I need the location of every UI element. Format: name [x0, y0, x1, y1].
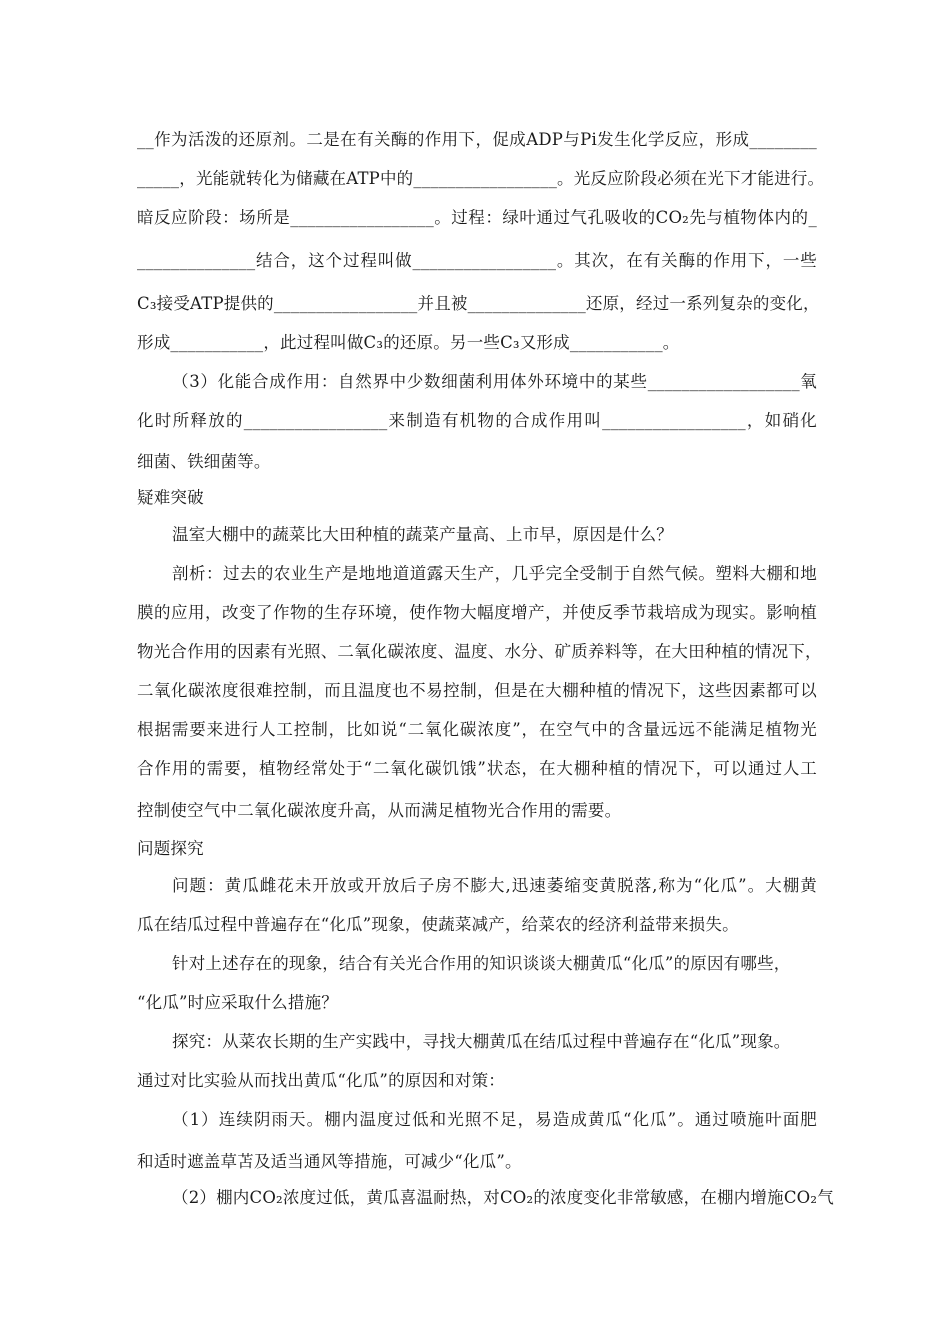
text-line-13: 膜的应用，改变了作物的生存环境，使作物大幅度增产，并使反季节栽培成为现实。影响植	[137, 603, 817, 622]
text-line-18: 控制使空气中二氧化碳浓度升高，从而满足植物光合作用的需要。	[137, 801, 622, 820]
section-heading-difficulty: 疑难突破	[137, 488, 204, 507]
section-heading-inquiry: 问题探究	[137, 839, 204, 858]
text-line-25: 通过对比实验从而找出黄瓜“化瓜”的原因和对策：	[137, 1071, 505, 1090]
text-line-23: “化瓜”时应采取什么措施？	[137, 993, 338, 1012]
text-line-6: 形成___________，此过程叫做C₃的还原。另一些C₃又形成___________。	[137, 333, 680, 352]
text-line-28: （2）棚内CO₂浓度过低，黄瓜喜温耐热，对CO₂的浓度变化非常敏感，在棚内增施CO₂气	[172, 1188, 834, 1207]
text-line-21: 瓜在结瓜过程中普遍存在“化瓜”现象，使蔬菜减产，给菜农的经济利益带来损失。	[137, 915, 739, 934]
text-line-24: 探究：从菜农长期的生产实践中，寻找大棚黄瓜在结瓜过程中普遍存在“化瓜”现象。	[172, 1032, 791, 1051]
text-line-5: C₃接受ATP提供的_________________并且被______________还原，经过一系列复杂的变化，	[137, 294, 820, 313]
text-line-8: 化时所释放的_________________来制造有机物的合成作用叫_________________，如硝化	[137, 411, 817, 430]
text-line-12: 剖析：过去的农业生产是地地道道露天生产，几乎完全受制于自然气候。塑料大棚和地	[172, 564, 817, 583]
text-line-22: 针对上述存在的现象，结合有关光合作用的知识谈谈大棚黄瓜“化瓜”的原因有哪些，	[172, 954, 791, 973]
text-line-11: 温室大棚中的蔬菜比大田种植的蔬菜产量高、上市早，原因是什么？	[172, 525, 673, 544]
text-line-14: 物光合作用的因素有光照、二氧化碳浓度、温度、水分、矿质养料等，在大田种植的情况下，	[137, 642, 822, 661]
text-line-9: 细菌、铁细菌等。	[137, 452, 271, 471]
text-line-26: （1）连续阴雨天。棚内温度过低和光照不足，易造成黄瓜“化瓜”。通过喷施叶面肥	[172, 1110, 817, 1129]
text-line-20: 问题：黄瓜雌花未开放或开放后子房不膨大,迅速萎缩变黄脱落,称为“化瓜”。大棚黄	[172, 876, 817, 895]
text-line-15: 二氧化碳浓度很难控制，而且温度也不易控制，但是在大棚种植的情况下，这些因素都可以	[137, 681, 817, 700]
text-line-16: 根据需要来进行人工控制，比如说“二氧化碳浓度”，在空气中的含量远远不能满足植物光	[137, 720, 817, 739]
text-line-1: __作为活泼的还原剂。二是在有关酶的作用下，促成ADP与Pi发生化学反应，形成________	[137, 130, 817, 149]
text-line-17: 合作用的需要，植物经常处于“二氧化碳饥饿”状态，在大棚种植的情况下，可以通过人工	[137, 759, 817, 778]
text-line-7: （3）化能合成作用：自然界中少数细菌利用体外环境中的某些__________________氧	[172, 372, 817, 391]
text-line-4: ______________结合，这个过程叫做_________________。其次，在有关酶的作用下，一些	[137, 251, 817, 270]
text-line-2: _____，光能就转化为储藏在ATP中的_________________。光反应阶段必须在光下才能进行。	[137, 169, 825, 188]
text-line-27: 和适时遮盖草苫及适当通风等措施，可减少“化瓜”。	[137, 1152, 522, 1171]
text-line-3: 暗反应阶段：场所是_________________。过程：绿叶通过气孔吸收的CO₂先与植物体内的_	[137, 208, 817, 227]
